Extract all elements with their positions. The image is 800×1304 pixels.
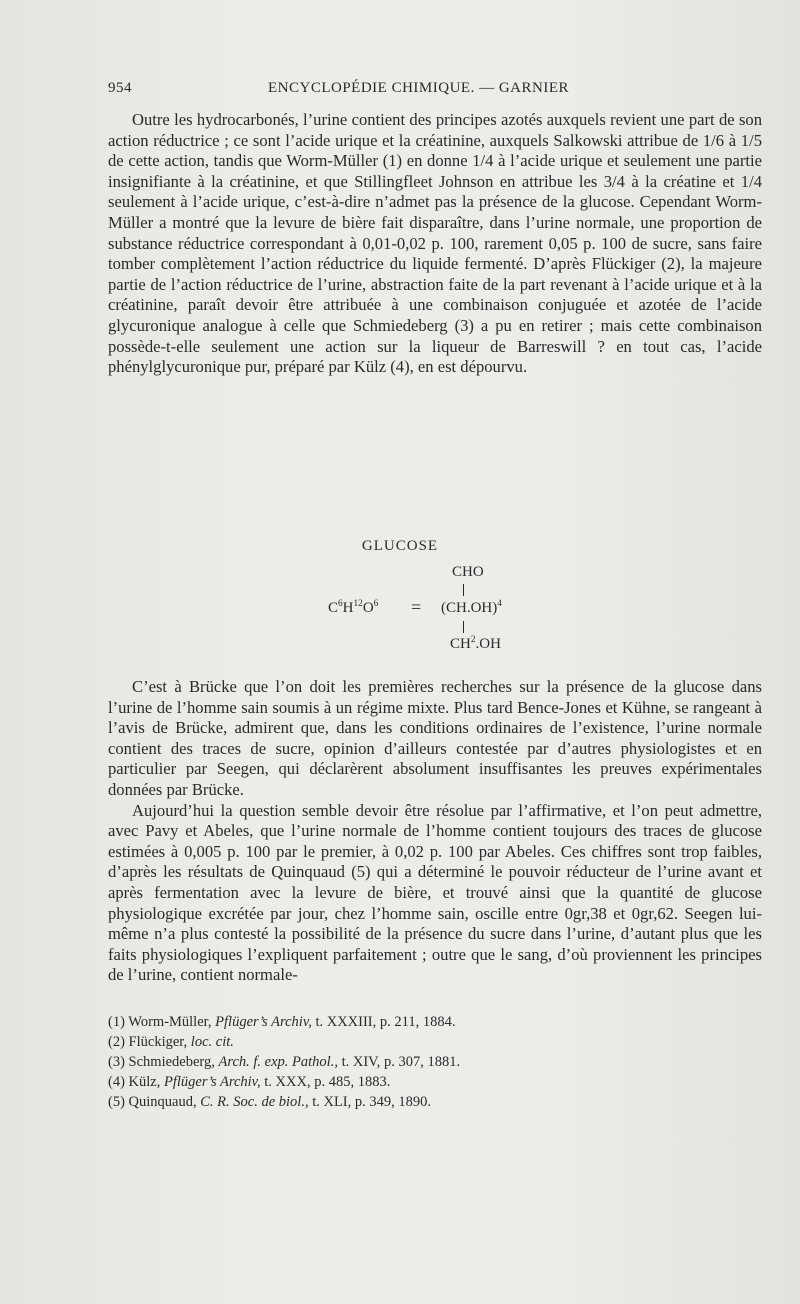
paragraph: Outre les hydrocarbonés, l’urine contient des principes azotés auxquels revient une part de son action réductrice ; ce sont l’acide urique et la créatinine, auxquels Salkowski attribue de 1/6 à 1/5 de cette action, tandis que Worm-Müller (1) en donne 1/4 à l’acide urique et seulement une partie insignifiante à la créatinine, et que Stillingfleet Johnson en attribue les 3/4 à la créatine et 1/4 seulement à l’acide urique, c’est-à-dire n’admet pas la présence de la glucose. Cependant Worm-Müller a montré que la levure de bière fait disparaître, dans l’urine normale, une proportion de substance réductrice correspondant à 0,01-0,02 p. 100, rarement 0,05 p. 100 de sucre, sans faire tomber complètement l’action réductrice du liquide fermenté. D’après Flückiger (2), la majeure partie de l’action réductrice de l’urine, abstraction faite de la part revenant à l’acide urique et à la créatinine, paraît devoir être attribuée à une combinaison conjuguée et azotée de l’acide glycuronique analogue à celle que Schmiedeberg (3) a pu en retirer ; mais cette combinaison possède-t-elle seulement une action sur la liqueur de Barreswill ? en tout cas, l’acide phénylglycuronique pur, préparé par Külz (4), en est dépourvu. [108, 110, 762, 377]
formula-lhs: $C^6H^{12}O^6$ [328, 599, 379, 616]
glucose-formula [0, 560, 800, 670]
footnotes [108, 1012, 768, 1112]
footnote: (2) Flückiger, loc. cit. [108, 1034, 234, 1050]
footnote: (3) Schmiedeberg, Arch. f. exp. Pathol., t. XIV, p. 307, 1881. [108, 1054, 461, 1070]
formula-top-group: CHO [452, 564, 484, 580]
formula-bond [463, 584, 464, 596]
formula-bottom-group: $CH^2.OH$ [450, 635, 501, 652]
page-number: 954 [108, 80, 132, 96]
body-text-bottom [108, 677, 762, 986]
formula-equals: = [411, 597, 422, 617]
section-title: GLUCOSE [361, 538, 439, 554]
footnote: (5) Quinquaud, C. R. Soc. de biol., t. XLI, p. 349, 1890. [108, 1094, 432, 1110]
page-header [108, 80, 768, 106]
formula-middle-group: $(CH.OH)^4$ [441, 599, 502, 616]
paragraph: C’est à Brücke que l’on doit les premières recherches sur la présence de la glucose dans l’urine de l’homme sain soumis à un régime mixte. Plus tard Bence-Jones et Kühne, se rangeant à l’avis de Brücke, admirent que, dans les conditions ordinaires de l’existence, l’urine normale contient des traces de sucre, opinion d’ailleurs contestée par d’autres physiologistes et en particulier par Seegen, qui déclarèrent absolument insuffisantes les preuves expérimentales données par Brücke. [108, 677, 762, 799]
footnote: (4) Külz, Pflüger’s Archiv, t. XXX, p. 485, 1883. [108, 1074, 391, 1090]
running-title: ENCYCLOPÉDIE CHIMIQUE. — GARNIER [268, 80, 569, 96]
formula-bond [463, 621, 464, 633]
body-text-top [108, 110, 762, 378]
paragraph: Aujourd’hui la question semble devoir être résolue par l’affirmative, et l’on peut admettre, avec Pavy et Abeles, que l’urine normale de l’homme contient toujours des traces de glucose estimées à 0,005 p. 100 par le premier, à 0,02 p. 100 par Abeles. Ces chiffres sont trop faibles, d’après les résultats de Quinquaud (5) qui a déterminé le pouvoir réducteur de l’urine avant et après fermentation avec la levure de bière, et trouvé ainsi que la quantité de glucose physiologique excrétée par jour, chez l’homme sain, oscille entre 0gr,38 et 0gr,62. Seegen lui-même n’a plus contesté la possibilité de la présence du sucre dans l’urine, d’autant plus que les faits physiologiques l’expliquent parfaitement ; outre que le sang, d’où proviennent les principes de l’urine, contient normale- [108, 800, 762, 985]
footnote: (1) Worm-Müller, Pflüger’s Archiv, t. XXXIII, p. 211, 1884. [108, 1014, 456, 1030]
